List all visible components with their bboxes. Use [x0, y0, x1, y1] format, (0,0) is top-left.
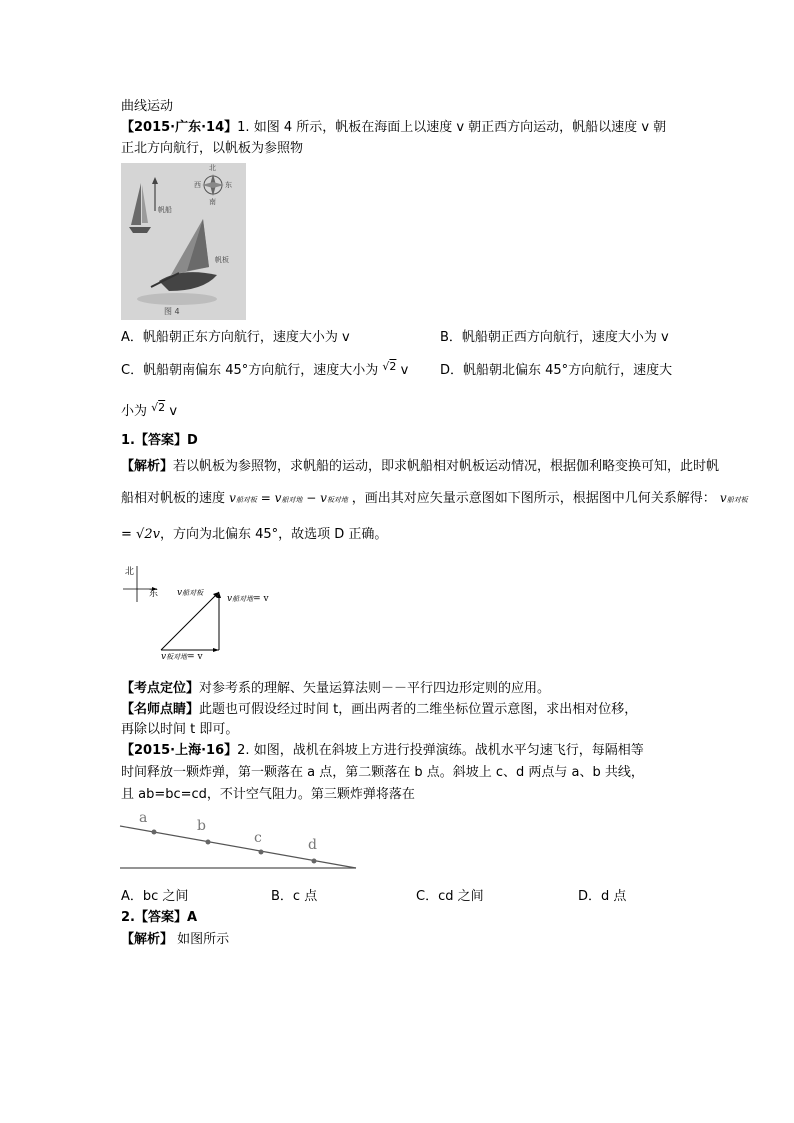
- sqrt-two: √2: [382, 360, 397, 373]
- q2-analysis-text: 如图所示: [177, 932, 230, 947]
- q2-option-a: A．bc 之间: [121, 889, 189, 904]
- q1-option-c: [121, 362, 408, 380]
- q1-stem-line2: 正北方向航行，以帆板为参照物: [121, 141, 304, 156]
- figure-label-windsurf: 帆板: [215, 256, 229, 264]
- slope-point-d: d: [308, 837, 317, 853]
- q1-analysis-line1: [121, 458, 719, 476]
- analysis-text-2a: 船相对帆板的速度: [121, 491, 226, 506]
- analysis-eq-sign: =: [121, 527, 132, 542]
- teacher-text-1: 此题也可假设经过时间 t，画出两者的二维坐标位置示意图，求出相对位移，: [199, 702, 638, 717]
- q1-stem-line1: [121, 119, 666, 137]
- vector-label-north: 北: [125, 567, 135, 577]
- figure-label-east: 东: [225, 181, 232, 189]
- slope-point-b: b: [197, 818, 206, 834]
- q1-option-d-cont-text: 小为: [121, 404, 148, 419]
- analysis-text-2b: ，画出其对应矢量示意图如下图所示，根据图中几何关系解得：: [351, 491, 716, 506]
- vector-label-ship-board: v船对板: [177, 588, 204, 598]
- q2-analysis: [121, 931, 229, 949]
- slope-point-c: c: [254, 830, 262, 846]
- q2-stem-line2: 时间释放一颗炸弹，第一颗落在 a 点，第二颗落在 b 点。斜坡上 c、d 两点与 a、b 共线，: [121, 765, 644, 780]
- vector-label-board-ground: v板对地= v: [161, 652, 203, 662]
- q2-answer: 2.【答案】A: [121, 910, 198, 925]
- q1-option-a: A．帆船朝正东方向航行，速度大小为 v: [121, 330, 350, 345]
- vector-label-ship-ground: v船对地= v: [227, 594, 269, 604]
- q1-analysis-line3: [121, 526, 387, 544]
- analysis-label: 【解析】: [121, 459, 174, 474]
- q1-option-b: B．帆船朝正西方向航行，速度大小为 v: [440, 330, 669, 345]
- figure-label-south: 南: [209, 198, 216, 206]
- q1-point-location: [121, 680, 550, 698]
- section-title: 曲线运动: [121, 99, 174, 114]
- q1-answer: 1.【答案】D: [121, 433, 198, 448]
- teacher-label: 【名师点睛】: [121, 702, 200, 717]
- point-label: 【考点定位】: [121, 681, 200, 696]
- q1-analysis-line2: [121, 489, 748, 509]
- vector-label-east: 东: [149, 589, 159, 599]
- q2-stem-line1: [121, 742, 644, 760]
- slope-point-a: a: [139, 810, 148, 826]
- slope-figure: [118, 810, 358, 874]
- formula-relative-velocity: v船对板 = v船对地 − v板对地: [229, 491, 348, 505]
- q1-teacher-note-1: [121, 701, 637, 719]
- q2-analysis-label: 【解析】: [121, 932, 174, 947]
- figure-label-sailboat: 帆船: [158, 206, 172, 214]
- q1-option-d: D．帆船朝北偏东 45°方向航行，速度大: [440, 363, 673, 378]
- sqrt-two: √2: [151, 401, 166, 414]
- q1-option-d-tail: v: [169, 404, 178, 419]
- q2-option-d: D．d 点: [578, 889, 627, 904]
- figure-label-west: 西: [194, 181, 201, 189]
- q1-option-d-continued: [121, 403, 177, 421]
- figure-label-north: 北: [209, 164, 216, 172]
- q1-option-c-text: C．帆船朝南偏东 45°方向航行，速度大小为: [121, 363, 379, 378]
- q2-option-b: B．c 点: [271, 889, 318, 904]
- analysis-text-3: ，方向为北偏东 45°，故选项 D 正确。: [159, 527, 388, 542]
- q2-source: 【2015·上海·16】: [121, 743, 238, 758]
- q1-option-c-tail: v: [400, 363, 409, 378]
- vector-diagram: [121, 562, 281, 672]
- figure-4-image: [121, 163, 246, 320]
- q2-option-c: C．cd 之间: [416, 889, 484, 904]
- analysis-result: √2v: [136, 527, 160, 542]
- q1-stem-text: 1. 如图 4 所示，帆板在海面上以速度 v 朝正西方向运动，帆船以速度 v 朝: [237, 120, 667, 135]
- q1-teacher-note-2: 再除以时间 t 即可。: [121, 722, 239, 737]
- figure-caption: 图 4: [164, 307, 180, 316]
- q2-stem-line3: 且 ab=bc=cd，不计空气阻力。第三颗炸弹将落在: [121, 787, 415, 802]
- analysis-text-1: 若以帆板为参照物，求帆船的运动，即求帆船相对帆板运动情况，根据伽利略变换可知，此时帆: [173, 459, 720, 474]
- point-text: 对参考系的理解、矢量运算法则－－平行四边形定则的应用。: [199, 681, 551, 696]
- q1-source: 【2015·广东·14】: [121, 120, 238, 135]
- formula-v-ship-board: v船对板: [719, 491, 748, 505]
- q2-stem-text: 2. 如图，战机在斜坡上方进行投弹演练。战机水平匀速飞行，每隔相等: [237, 743, 644, 758]
